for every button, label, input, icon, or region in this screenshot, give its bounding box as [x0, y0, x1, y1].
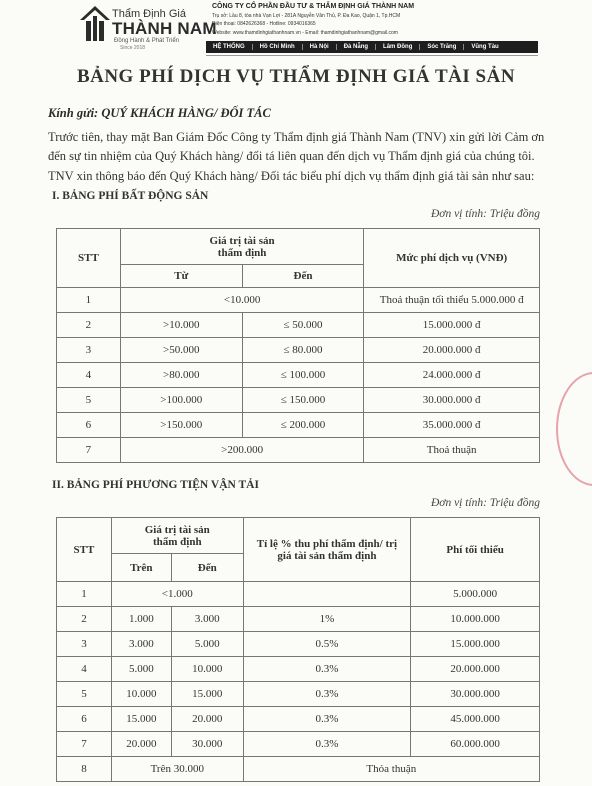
nav-lam-dong[interactable]: Lâm Đồng [376, 44, 420, 50]
cell-fee: Thoả thuận [364, 438, 540, 463]
company-address: Trụ sở: Lầu 8, tòa nhà Vạn Lợi - 281A Nguyễn Văn Thủ, P. Đa Kao, Quận 1, Tp.HCM [212, 13, 401, 19]
cell-above: 15.000 [111, 707, 171, 732]
cell-rate: 0.3% [243, 732, 411, 757]
logo-since: Since 2018 [120, 45, 146, 51]
header-to: Đến [171, 554, 243, 582]
cell-to: 10.000 [171, 657, 243, 682]
header-above: Trên [111, 554, 171, 582]
logo-slogan: Đồng Hành & Phát Triển [114, 38, 180, 44]
cell-rate: 0.3% [243, 657, 411, 682]
header-rate-line-2: giá tài sản thẩm định [277, 549, 377, 562]
cell-from: >150.000 [120, 413, 242, 438]
cell-stt: 3 [57, 632, 112, 657]
cell-to: 3.000 [171, 607, 243, 632]
header-fee: Mức phí dịch vụ (VNĐ) [364, 229, 540, 288]
cell-stt: 2 [57, 313, 121, 338]
cell-from: >80.000 [120, 363, 242, 388]
cell-fee: 35.000.000 đ [364, 413, 540, 438]
cell-above: 10.000 [111, 682, 171, 707]
table-row [57, 732, 540, 757]
cell-stt: 5 [57, 388, 121, 413]
cell-stt: 5 [57, 682, 112, 707]
header-asset-value-line-1: Giá trị tài sản [144, 523, 210, 536]
nav-ha-noi[interactable]: Hà Nội [303, 44, 337, 50]
cell-min-fee: 30.000.000 [411, 682, 540, 707]
nav-soc-trang[interactable]: Sóc Trăng [420, 44, 464, 50]
cell-min-fee: 10.000.000 [411, 607, 540, 632]
logo-brand-name: THÀNH NAM [112, 19, 217, 38]
cell-stt: 4 [57, 657, 112, 682]
cell-min-fee: 20.000.000 [411, 657, 540, 682]
house-logo-icon [78, 4, 112, 44]
cell-above: 3.000 [111, 632, 171, 657]
cell-range: >200.000 [120, 438, 363, 463]
greeting: Kính gửi: QUÝ KHÁCH HÀNG/ ĐỐI TÁC [48, 106, 271, 120]
cell-above: 1.000 [111, 607, 171, 632]
document-title: BẢNG PHÍ DỊCH VỤ THẨM ĐỊNH GIÁ TÀI SẢN [76, 66, 516, 87]
intro-line-2: đến sự tin nhiệm của Quý Khách hàng/ đối tá liên quan đến dịch vụ Thẩm định giá của chúng tôi. [48, 149, 535, 163]
company-phone: Điện thoại: 0842626368 - Hotline: 0934016365 [212, 21, 316, 27]
header-stt: STT [57, 229, 121, 288]
cell-to: ≤ 80.000 [242, 338, 364, 363]
nav-vung-tau[interactable]: Vũng Tàu [471, 44, 499, 50]
intro-line-1: Trước tiên, thay mặt Ban Giám Đốc Công ty Thẩm định giá Thành Nam (TNV) xin gửi lời Cảm ơn [48, 130, 545, 144]
intro-line-3: TNV xin thông báo đến Quý Khách hàng/ Đối tác biểu phí dịch vụ thẩm định giá tài sản như sau: [48, 169, 535, 183]
table-row [57, 288, 540, 313]
cell-stt: 4 [57, 363, 121, 388]
cell-to: 15.000 [171, 682, 243, 707]
header-asset-value-line-2: thẩm định [217, 246, 267, 259]
cell-to: ≤ 50.000 [242, 313, 364, 338]
cell-stt: 1 [57, 288, 121, 313]
section-2-heading: II. BẢNG PHÍ PHƯƠNG TIỆN VẬN TẢI [52, 479, 259, 491]
cell-rate: Thỏa thuận [243, 757, 539, 782]
cell-to: ≤ 150.000 [242, 388, 364, 413]
header-to: Đến [242, 265, 364, 288]
header-asset-value [120, 229, 363, 265]
cell-from: >10.000 [120, 313, 242, 338]
cell-rate: 1% [243, 607, 411, 632]
table-row [57, 632, 540, 657]
cell-stt: 7 [57, 732, 112, 757]
header-rate [243, 518, 411, 582]
cell-range: Trên 30.000 [111, 757, 243, 782]
header-rate-line-1: Tỉ lệ % thu phí thẩm định/ trị [256, 537, 398, 550]
cell-rate: 0.5% [243, 632, 411, 657]
header-asset-value-line-2: thẩm định [152, 535, 202, 548]
table-row [57, 413, 540, 438]
nav-da-nang[interactable]: Đà Nẵng [337, 44, 376, 50]
header-min-fee: Phí tối thiểu [411, 518, 540, 582]
cell-min-fee: 60.000.000 [411, 732, 540, 757]
cell-fee: 24.000.000 đ [364, 363, 540, 388]
cell-fee: 15.000.000 đ [364, 313, 540, 338]
cell-to: 5.000 [171, 632, 243, 657]
header-asset-value-line-1: Giá trị tài sản [209, 234, 275, 247]
cell-to: ≤ 100.000 [242, 363, 364, 388]
table-row [57, 607, 540, 632]
cell-min-fee: 5.000.000 [411, 582, 540, 607]
section-1-heading: I. BẢNG PHÍ BẤT ĐỘNG SẢN [52, 190, 209, 202]
header-from: Từ [120, 265, 242, 288]
cell-above: 5.000 [111, 657, 171, 682]
cell-rate [243, 582, 411, 607]
table-row [57, 682, 540, 707]
vehicle-fee-table [56, 517, 540, 782]
cell-to: ≤ 200.000 [242, 413, 364, 438]
section-2-unit: Đơn vị tính: Triệu đồng [431, 497, 540, 509]
table-row [57, 363, 540, 388]
section-1-unit: Đơn vị tính: Triệu đồng [431, 208, 540, 220]
cell-to: 30.000 [171, 732, 243, 757]
nav-system[interactable]: HỆ THỐNG [206, 44, 253, 50]
cell-stt: 6 [57, 413, 121, 438]
cell-fee: 30.000.000 đ [364, 388, 540, 413]
cell-stt: 7 [57, 438, 121, 463]
header-stt: STT [57, 518, 112, 582]
cell-stt: 2 [57, 607, 112, 632]
company-website: Website: www.thamdinhgiathanhnam.vn - Email: thamdinhgiathanhnam@gmail.com [212, 30, 398, 36]
table-row [57, 757, 540, 782]
branch-nav-bar [206, 41, 538, 53]
cell-above: 20.000 [111, 732, 171, 757]
cell-to: 20.000 [171, 707, 243, 732]
logo-tagline-top: Thẩm Định Giá [112, 8, 186, 20]
company-name: CÔNG TY CỔ PHẦN ĐẦU TƯ & THẨM ĐỊNH GIÁ THÀNH NAM [212, 3, 415, 10]
table-row [57, 582, 540, 607]
cell-min-fee: 45.000.000 [411, 707, 540, 732]
cell-stt: 1 [57, 582, 112, 607]
table-row [57, 707, 540, 732]
table-row [57, 388, 540, 413]
cell-stt: 6 [57, 707, 112, 732]
real-estate-fee-table [56, 228, 540, 463]
cell-min-fee: 15.000.000 [411, 632, 540, 657]
cell-from: >50.000 [120, 338, 242, 363]
cell-rate: 0.3% [243, 707, 411, 732]
cell-fee: 20.000.000 đ [364, 338, 540, 363]
table-row [57, 313, 540, 338]
header-divider [206, 55, 538, 56]
table-row [57, 657, 540, 682]
table-row [57, 438, 540, 463]
table-row [57, 338, 540, 363]
cell-range: <1.000 [111, 582, 243, 607]
nav-ho-chi-minh[interactable]: Hồ Chí Minh [253, 44, 303, 50]
cell-from: >100.000 [120, 388, 242, 413]
cell-range: <10.000 [120, 288, 363, 313]
cell-fee: Thoả thuận tối thiểu 5.000.000 đ [364, 288, 540, 313]
cell-stt: 3 [57, 338, 121, 363]
header-asset-value [111, 518, 243, 554]
company-stamp [556, 372, 592, 486]
cell-stt: 8 [57, 757, 112, 782]
cell-rate: 0.3% [243, 682, 411, 707]
